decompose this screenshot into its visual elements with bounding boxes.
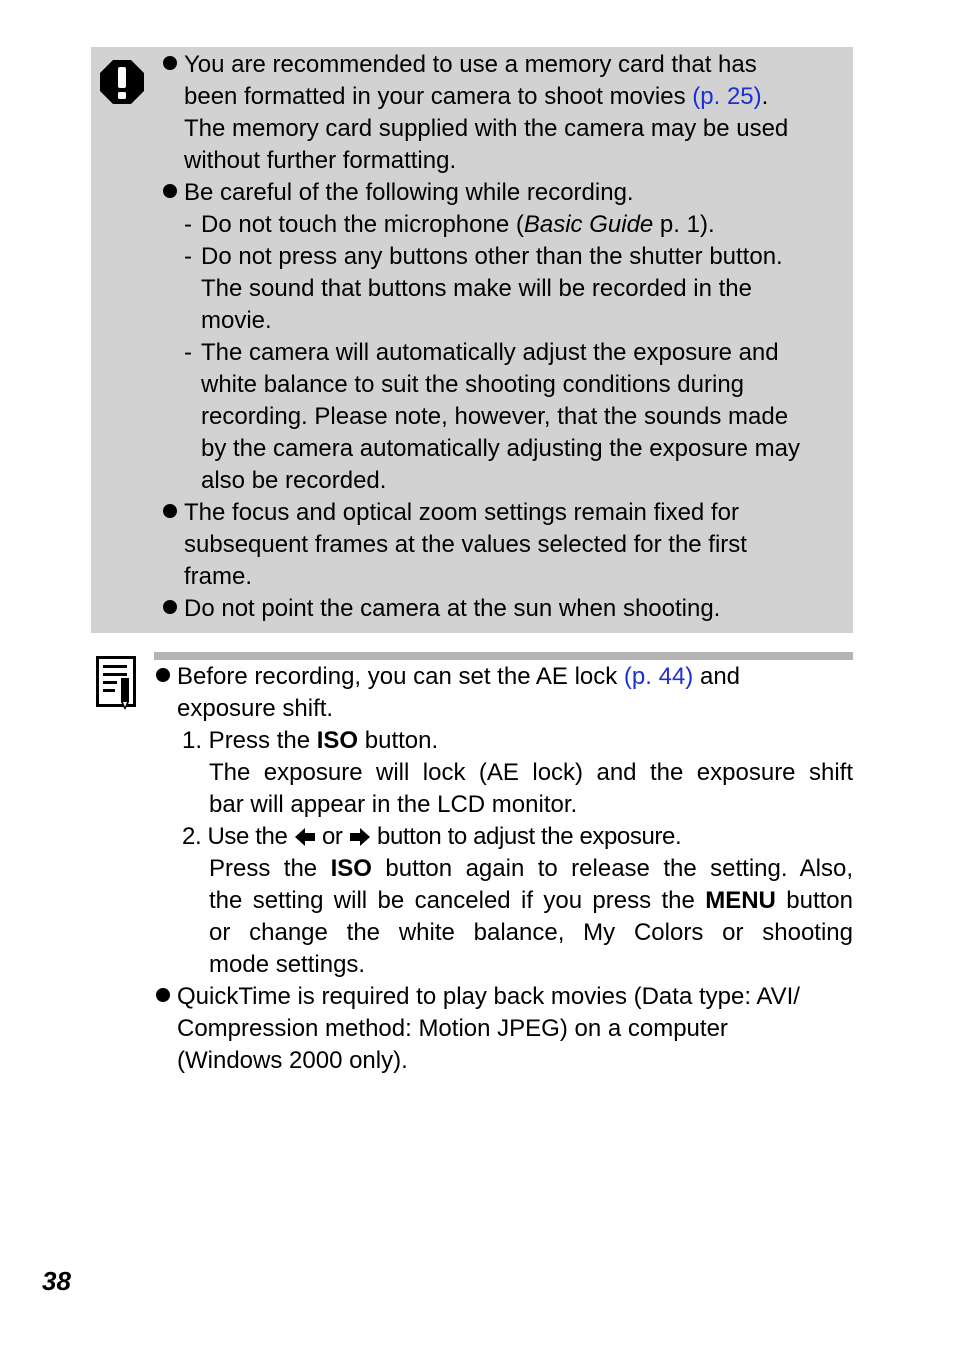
note-text: Compression method: Motion JPEG) on a computer <box>177 1015 728 1042</box>
note-text: (Windows 2000 only). <box>177 1047 408 1074</box>
page-link[interactable]: (p. 25) <box>692 83 762 110</box>
iso-label: ISO <box>330 855 372 882</box>
caution-text: The sound that buttons make will be recorded in the <box>201 275 752 302</box>
caution-text: The focus and optical zoom settings remain fixed for <box>184 499 739 526</box>
note-text: or change the white balance, My Colors or shooting <box>209 919 853 946</box>
page-number: 38 <box>42 1266 71 1296</box>
note-divider <box>154 652 853 660</box>
note-text: the setting will be canceled if you press the MENU button <box>209 887 853 914</box>
note-text: Before recording, you can set the AE lock (p. 44) and <box>177 663 741 690</box>
step-1: 1. Press the ISO button. <box>182 727 439 754</box>
left-arrow-icon <box>294 826 316 848</box>
caution-text: by the camera automatically adjusting the exposure may <box>201 435 800 462</box>
step-2: 2. Use the or button to adjust the exposure. <box>182 823 682 850</box>
caution-text: been formatted in your camera to shoot movies (p. 25). <box>184 83 769 110</box>
bullet <box>156 668 170 682</box>
bullet <box>163 600 177 614</box>
caution-text: without further formatting. <box>184 147 457 174</box>
caution-text: Do not press any buttons other than the shutter button. <box>201 243 783 270</box>
note-text: bar will appear in the LCD monitor. <box>209 791 578 818</box>
caution-text: white balance to suit the shooting conditions during <box>201 371 745 398</box>
iso-label: ISO <box>316 727 359 754</box>
caution-text: movie. <box>201 307 272 334</box>
caution-text: The camera will automatically adjust the exposure and <box>201 339 779 366</box>
caution-text: Be careful of the following while recording. <box>184 179 634 206</box>
caution-text: The memory card supplied with the camera may be used <box>184 115 789 142</box>
bullet <box>156 988 170 1002</box>
note-text: Press the ISO button again to release the setting. Also, <box>209 855 854 882</box>
menu-label: MENU <box>705 887 776 914</box>
caution-text: Do not point the camera at the sun when shooting. <box>184 595 721 622</box>
note-text: mode settings. <box>209 951 366 978</box>
caution-text: also be recorded. <box>201 467 387 494</box>
caution-text: recording. Please note, however, that the sounds made <box>201 403 789 430</box>
note-text: The exposure will lock (AE lock) and the exposure shift <box>209 759 853 786</box>
caution-text: You are recommended to use a memory card that has <box>184 51 757 78</box>
dash-marker: - <box>184 211 192 238</box>
exclamation-icon <box>99 59 145 105</box>
dash-marker: - <box>184 243 192 270</box>
right-arrow-icon <box>349 826 371 848</box>
caution-text: subsequent frames at the values selected for the first <box>184 531 747 558</box>
memo-pencil-icon <box>96 656 138 712</box>
caution-text: frame. <box>184 563 253 590</box>
bullet <box>163 56 177 70</box>
bullet <box>163 504 177 518</box>
page-link[interactable]: (p. 44) <box>623 663 694 690</box>
note-text: exposure shift. <box>177 695 334 722</box>
bullet <box>163 184 177 198</box>
dash-marker: - <box>184 339 192 366</box>
note-text: QuickTime is required to play back movies (Data type: AVI/ <box>177 983 800 1010</box>
caution-text: Do not touch the microphone (Basic Guide p. 1). <box>201 211 715 238</box>
